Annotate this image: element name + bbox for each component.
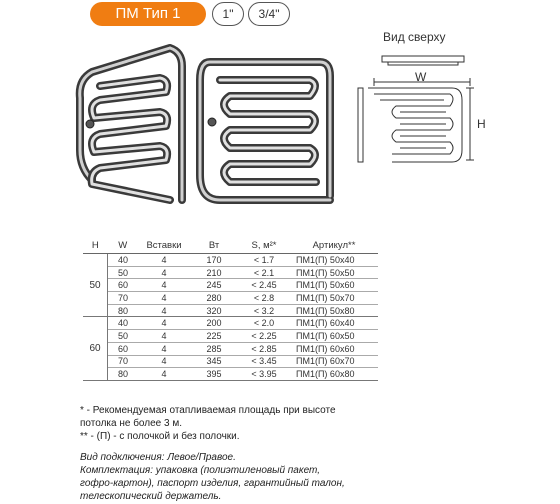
table-row	[83, 266, 378, 279]
table-row	[83, 292, 378, 305]
power-cell: 245	[190, 279, 238, 292]
width-label: W	[415, 70, 427, 84]
article-cell: ПМ1(П) 50х40	[290, 254, 378, 267]
area-cell: < 2.85	[238, 342, 290, 355]
height-label: H	[477, 117, 486, 131]
height-dimension-line	[466, 88, 474, 160]
inserts-cell: 4	[138, 279, 190, 292]
area-cell: < 2.45	[238, 279, 290, 292]
article-cell: ПМ1(П) 60х40	[290, 317, 378, 330]
article-cell: ПМ1(П) 50х70	[290, 292, 378, 305]
column-header-h: H	[83, 238, 108, 254]
footnote-area-line1: * - Рекомендуемая отапливаемая площадь при высоте	[80, 405, 336, 416]
table-row	[83, 279, 378, 292]
article-cell: ПМ1(П) 60х80	[290, 368, 378, 381]
column-header-area: S, м²*	[238, 238, 290, 254]
table-row	[83, 317, 378, 330]
area-cell: < 3.2	[238, 304, 290, 317]
width-cell: 70	[108, 292, 139, 305]
column-header-inserts: Вставки	[138, 238, 190, 254]
towel-dryer-perspective-image	[80, 48, 182, 200]
width-cell: 80	[108, 368, 139, 381]
power-cell: 200	[190, 317, 238, 330]
connection-type-text: Вид подключения: Левое/Правое.	[80, 452, 236, 463]
width-cell: 50	[108, 266, 139, 279]
footnote-shelf: ** - (П) - с полочкой и без полочки.	[80, 431, 240, 442]
notes-block	[80, 404, 550, 503]
power-cell: 345	[190, 355, 238, 368]
table-row	[83, 254, 378, 267]
towel-dryer-front-image	[200, 62, 330, 200]
inserts-cell: 4	[138, 304, 190, 317]
kit-line1: Комплектация: упаковка (полиэтиленовый пакет,	[80, 465, 321, 476]
inserts-cell: 4	[138, 292, 190, 305]
height-group-cell: 60	[83, 317, 108, 380]
table-row	[83, 355, 378, 368]
table-row	[83, 342, 378, 355]
table-row	[83, 304, 378, 317]
inserts-cell: 4	[138, 254, 190, 267]
front-view-schematic	[358, 88, 462, 162]
model-badge: ПМ Тип 1	[90, 2, 206, 26]
area-cell: < 2.8	[238, 292, 290, 305]
width-cell: 60	[108, 342, 139, 355]
area-cell: < 2.25	[238, 330, 290, 343]
inserts-cell: 4	[138, 368, 190, 381]
power-cell: 210	[190, 266, 238, 279]
inserts-cell: 4	[138, 355, 190, 368]
power-cell: 320	[190, 304, 238, 317]
power-cell: 285	[190, 342, 238, 355]
inserts-cell: 4	[138, 317, 190, 330]
article-cell: ПМ1(П) 60х70	[290, 355, 378, 368]
power-cell: 395	[190, 368, 238, 381]
table-row	[83, 330, 378, 343]
footnote-area-line2: потолка не более 3 м.	[80, 418, 182, 429]
article-cell: ПМ1(П) 60х50	[290, 330, 378, 343]
column-header-power: Вт	[190, 238, 238, 254]
width-cell: 60	[108, 279, 139, 292]
area-cell: < 2.1	[238, 266, 290, 279]
width-cell: 40	[108, 254, 139, 267]
width-cell: 70	[108, 355, 139, 368]
article-cell: ПМ1(П) 50х80	[290, 304, 378, 317]
size-pill-3-4inch: 3/4"	[248, 2, 290, 26]
power-cell: 225	[190, 330, 238, 343]
inserts-cell: 4	[138, 330, 190, 343]
size-pill-1inch: 1"	[212, 2, 244, 26]
area-cell: < 2.0	[238, 317, 290, 330]
area-cell: < 3.95	[238, 368, 290, 381]
article-cell: ПМ1(П) 50х60	[290, 279, 378, 292]
table-row	[83, 368, 378, 381]
kit-line2: гофро-картон), паспорт изделия, гарантийный талон,	[80, 478, 345, 489]
height-group-cell: 50	[83, 254, 108, 317]
power-cell: 280	[190, 292, 238, 305]
article-cell: ПМ1(П) 50х50	[290, 266, 378, 279]
article-cell: ПМ1(П) 60х60	[290, 342, 378, 355]
product-illustration	[0, 36, 560, 236]
width-cell: 40	[108, 317, 139, 330]
area-cell: < 3.45	[238, 355, 290, 368]
area-cell: < 1.7	[238, 254, 290, 267]
width-cell: 50	[108, 330, 139, 343]
power-cell: 170	[190, 254, 238, 267]
top-view-schematic	[382, 56, 464, 65]
width-cell: 80	[108, 304, 139, 317]
spec-table	[83, 238, 378, 381]
top-view-label: Вид сверху	[383, 30, 446, 44]
column-header-w: W	[108, 238, 139, 254]
inserts-cell: 4	[138, 342, 190, 355]
kit-line3: телескопический держатель.	[80, 491, 222, 502]
table-header-row	[83, 238, 378, 254]
inserts-cell: 4	[138, 266, 190, 279]
column-header-article: Артикул**	[290, 238, 378, 254]
